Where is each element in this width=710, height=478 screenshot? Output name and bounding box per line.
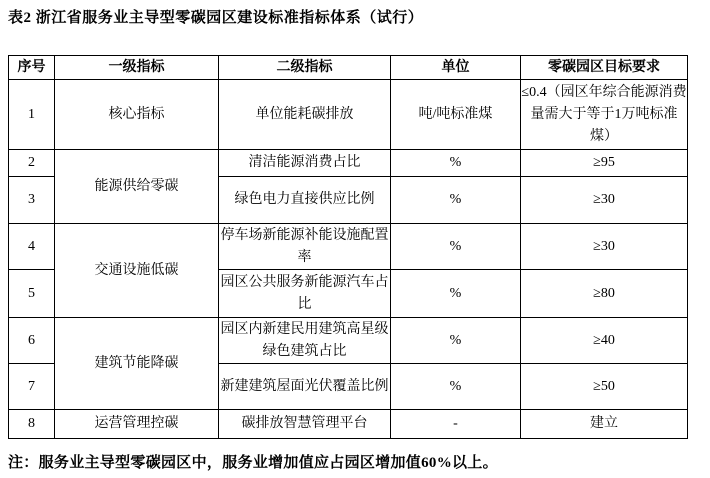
cell-level2-indicator: 绿色电力直接供应比例 <box>219 177 391 224</box>
cell-no: 7 <box>9 364 55 410</box>
header-cell-unit: 单位 <box>391 56 521 80</box>
cell-unit: % <box>391 318 521 364</box>
cell-unit: % <box>391 177 521 224</box>
header-cell-no: 序号 <box>9 56 55 80</box>
cell-unit: % <box>391 150 521 177</box>
table-row <box>9 150 688 177</box>
cell-unit: 吨/吨标准煤 <box>391 80 521 150</box>
cell-target: ≥95 <box>521 150 688 177</box>
cell-level1-indicator: 建筑节能降碳 <box>55 318 219 410</box>
cell-level1-indicator: 运营管理控碳 <box>55 410 219 439</box>
header-cell-level1: 一级指标 <box>55 56 219 80</box>
cell-target: ≥40 <box>521 318 688 364</box>
cell-level2-indicator: 碳排放智慧管理平台 <box>219 410 391 439</box>
cell-no: 8 <box>9 410 55 439</box>
cell-level2-indicator: 停车场新能源补能设施配置率 <box>219 224 391 270</box>
header-cell-level2: 二级指标 <box>219 56 391 80</box>
cell-unit: - <box>391 410 521 439</box>
table-row <box>9 410 688 439</box>
cell-no: 4 <box>9 224 55 270</box>
cell-level1-indicator: 核心指标 <box>55 80 219 150</box>
cell-no: 6 <box>9 318 55 364</box>
cell-level2-indicator: 清洁能源消费占比 <box>219 150 391 177</box>
table-row <box>9 318 688 364</box>
cell-unit: % <box>391 224 521 270</box>
footnote: 注：服务业主导型零碳园区中，服务业增加值应占园区增加值60%以上。 <box>8 455 498 471</box>
cell-level2-indicator: 单位能耗碳排放 <box>219 80 391 150</box>
cell-level2-indicator: 新建建筑屋面光伏覆盖比例 <box>219 364 391 410</box>
cell-no: 5 <box>9 270 55 318</box>
cell-no: 3 <box>9 177 55 224</box>
table-row <box>9 224 688 270</box>
table-caption: 表2 浙江省服务业主导型零碳园区建设标准指标体系（试行） <box>8 10 424 26</box>
table-row <box>9 80 688 150</box>
cell-level2-indicator: 园区公共服务新能源汽车占比 <box>219 270 391 318</box>
cell-no: 1 <box>9 80 55 150</box>
cell-target: ≥30 <box>521 177 688 224</box>
cell-level1-indicator: 能源供给零碳 <box>55 150 219 224</box>
cell-level2-indicator: 园区内新建民用建筑高星级绿色建筑占比 <box>219 318 391 364</box>
cell-unit: % <box>391 270 521 318</box>
cell-target: 建立 <box>521 410 688 439</box>
cell-target: ≥80 <box>521 270 688 318</box>
header-cell-target: 零碳园区目标要求 <box>521 56 688 80</box>
indicator-table <box>8 55 688 439</box>
cell-level1-indicator: 交通设施低碳 <box>55 224 219 318</box>
cell-target: ≤0.4（园区年综合能源消费量需大于等于1万吨标准煤） <box>521 80 688 150</box>
header-row <box>9 56 688 80</box>
cell-no: 2 <box>9 150 55 177</box>
cell-target: ≥30 <box>521 224 688 270</box>
cell-target: ≥50 <box>521 364 688 410</box>
cell-unit: % <box>391 364 521 410</box>
